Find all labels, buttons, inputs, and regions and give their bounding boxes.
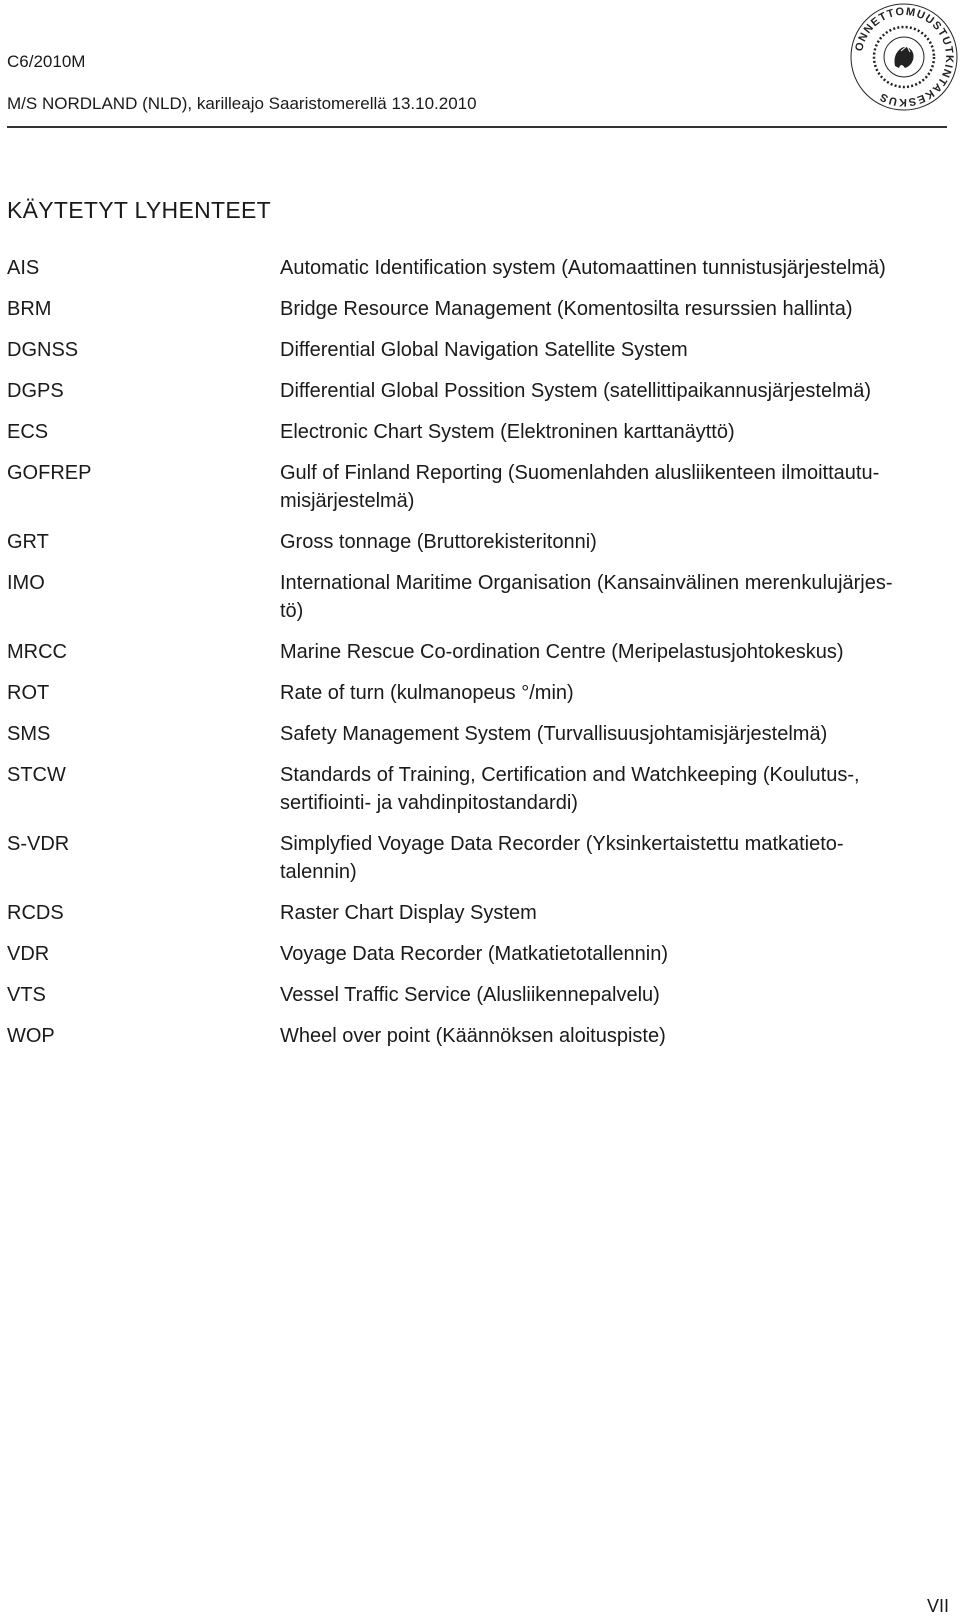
abbreviation-definition: Differential Global Navigation Satellite System [280,339,688,361]
abbreviation-row [7,1022,947,1050]
abbreviation-definition: Standards of Training, Certification and Watchkeeping (Koulutus-, sertifiointi- ja vahdinpitostandardi) [280,764,860,814]
page-number: VII [927,1596,950,1616]
abbreviation-list [7,254,947,1063]
abbreviation-row [7,679,947,707]
abbreviation-term: IMO [7,572,45,594]
abbreviation-definition: Safety Management System (Turvallisuusjohtamisjärjestelmä) [280,723,828,745]
abbreviation-definition: International Maritime Organisation (Kansainvälinen merenkulujärjes-tö) [280,572,893,622]
abbreviation-definition: Rate of turn (kulmanopeus °/min) [280,682,574,704]
abbreviation-row [7,720,947,748]
abbreviation-row [7,377,947,405]
abbreviation-row [7,638,947,666]
abbreviation-term: S-VDR [7,833,70,855]
document-code: C6/2010M [7,52,86,71]
abbreviation-row [7,459,947,515]
abbreviation-row [7,981,947,1009]
abbreviation-term: AIS [7,257,40,279]
abbreviation-row [7,569,947,625]
abbreviation-definition: Vessel Traffic Service (Alusliikennepalvelu) [280,984,660,1006]
abbreviation-row [7,336,947,364]
abbreviation-definition: Electronic Chart System (Elektroninen karttanäyttö) [280,421,735,443]
abbreviation-row [7,254,947,282]
abbreviation-row [7,761,947,817]
abbreviation-term: VTS [7,984,46,1006]
abbreviation-row [7,295,947,323]
abbreviation-definition: Voyage Data Recorder (Matkatietotallennin) [280,943,668,965]
abbreviation-term: BRM [7,298,52,320]
section-title: KÄYTETYT LYHENTEET [7,197,271,223]
abbreviation-row [7,418,947,446]
abbreviation-term: DGNSS [7,339,79,361]
abbreviation-term: GOFREP [7,462,92,484]
abbreviation-definition: Gross tonnage (Bruttorekisteritonni) [280,531,597,553]
abbreviation-term: GRT [7,531,49,553]
abbreviation-term: SMS [7,723,51,745]
abbreviation-definition: Simplyfied Voyage Data Recorder (Yksinkertaistettu matkatieto-talennin) [280,833,844,883]
abbreviation-definition: Raster Chart Display System [280,902,537,924]
abbreviation-row [7,899,947,927]
abbreviation-term: DGPS [7,380,64,402]
abbreviation-row [7,830,947,886]
abbreviation-term: ROT [7,682,50,704]
svg-text:ONNETTOMUUSTUTKINTAKESKUS: ONNETTOMUUSTUTKINTAKESKUS [853,5,956,109]
abbreviation-definition: Marine Rescue Co-ordination Centre (Meripelastusjohtokeskus) [280,641,844,663]
abbreviation-definition: Automatic Identification system (Automaattinen tunnistusjärjestelmä) [280,257,886,279]
abbreviation-definition: Wheel over point (Käännöksen aloituspiste) [280,1025,666,1047]
abbreviation-term: STCW [7,764,66,786]
abbreviation-term: VDR [7,943,50,965]
abbreviation-definition: Gulf of Finland Reporting (Suomenlahden alusliikenteen ilmoittautu-misjärjestelmä) [280,462,880,512]
abbreviation-definition: Bridge Resource Management (Komentosilta resurssien hallinta) [280,298,853,320]
onnettomuustutkintakeskus-seal-logo [849,2,959,112]
abbreviation-term: MRCC [7,641,67,663]
abbreviation-term: RCDS [7,902,64,924]
header-divider [7,126,947,128]
abbreviation-definition: Differential Global Possition System (satellittipaikannusjärjestelmä) [280,380,871,402]
abbreviation-row [7,528,947,556]
abbreviation-term: ECS [7,421,49,443]
document-subtitle: M/S NORDLAND (NLD), karilleajo Saaristomerellä 13.10.2010 [7,94,477,113]
abbreviation-term: WOP [7,1025,55,1047]
abbreviation-row [7,940,947,968]
